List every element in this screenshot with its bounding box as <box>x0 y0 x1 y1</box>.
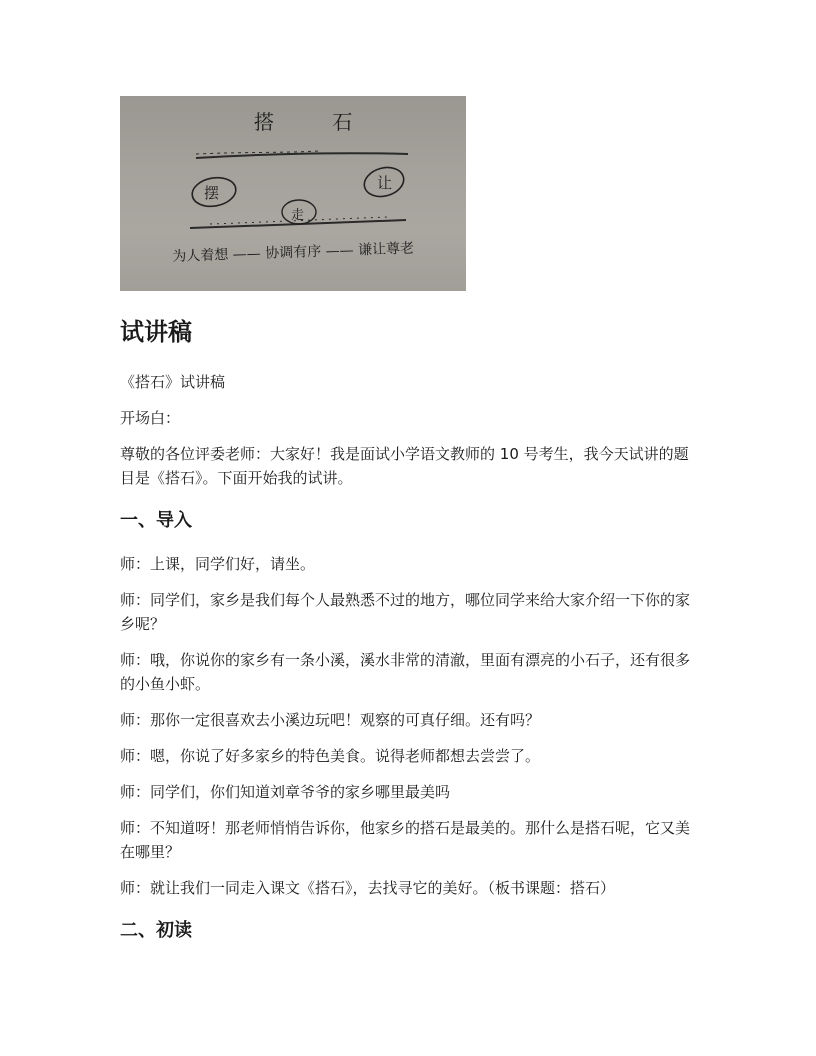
document-body <box>120 316 700 944</box>
dialogue-paragraph: 师：同学们，家乡是我们每个人最熟悉不过的地方，哪位同学来给大家介绍一下你的家乡呢？ <box>120 591 691 633</box>
dialogue-paragraph: 师：就让我们一同走入课文《搭石》，去找寻它的美好。（板书课题：搭石） <box>120 879 616 897</box>
dialogue-paragraph: 师：哦，你说你的家乡有一条小溪，溪水非常的清澈，里面有漂亮的小石子，还有很多的小鱼小虾。 <box>120 651 691 693</box>
opening-paragraph: 尊敬的各位评委老师：大家好！我是面试小学语文教师的 10 号考生，我今天试讲的题目是《搭石》。下面开始我的试讲。 <box>120 445 689 487</box>
board-circle-word-3: 让 <box>377 174 393 192</box>
board-circle-word-1: 摆 <box>204 184 220 202</box>
section-heading-first-reading: 二、初读 <box>120 920 192 941</box>
document-subtitle: 《搭石》试讲稿 <box>120 373 226 391</box>
dialogue-paragraph: 师：那你一定很喜欢去小溪边玩吧！观察的可真仔细。还有吗？ <box>120 711 541 729</box>
blackboard-photo <box>120 96 466 291</box>
board-circle-word-2: 走 <box>291 208 305 223</box>
dialogue-paragraph: 师：不知道呀！那老师悄悄告诉你，他家乡的搭石是最美的。那什么是搭石呢，它又美在哪里？ <box>120 819 691 861</box>
opening-label: 开场白： <box>120 409 181 427</box>
document-title: 试讲稿 <box>120 318 192 346</box>
dialogue-paragraph: 师：上课，同学们好，请坐。 <box>120 555 316 573</box>
section-heading-intro: 一、导入 <box>120 510 192 531</box>
dialogue-paragraph: 师：同学们，你们知道刘章爷爷的家乡哪里最美吗 <box>120 783 451 801</box>
board-summary-line: 为人着想 —— 协调有序 —— 谦让尊老 <box>172 240 415 265</box>
board-title: 搭 石 <box>254 110 379 134</box>
dialogue-paragraph: 师：嗯，你说了好多家乡的特色美食。说得老师都想去尝尝了。 <box>120 747 541 765</box>
